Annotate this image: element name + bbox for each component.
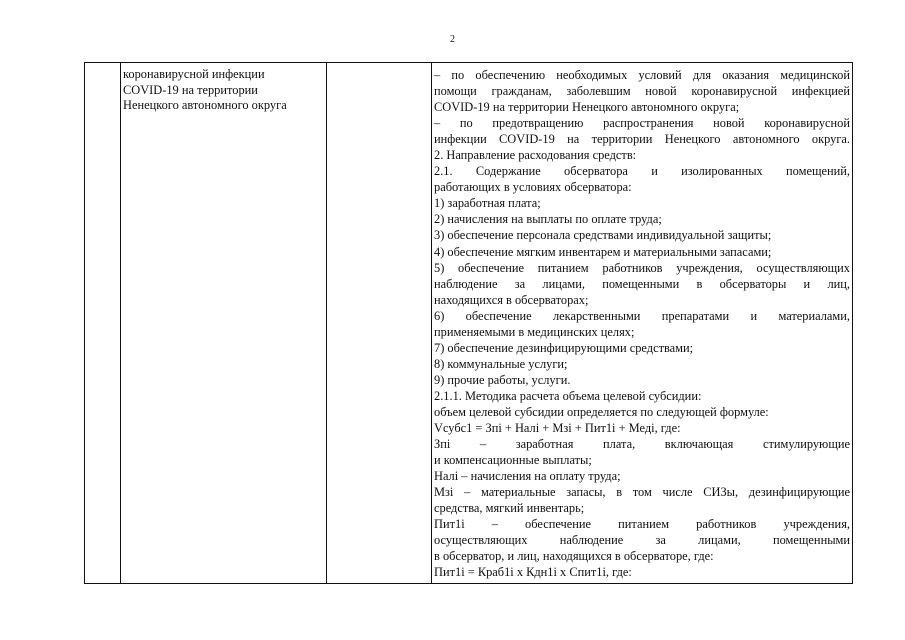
content-line: – по обеспечению необходимых условий для оказания медицинской (434, 68, 850, 82)
content-line: 2.1.1. Методика расчета объема целевой субсидии: (434, 388, 702, 403)
content-line: COVID-19 на территории Ненецкого автономного округа; (434, 100, 740, 115)
content-line: Пит1i = Краб1i х Кдн1i х Спит1i, где: (434, 565, 632, 580)
content-line: 2) начисления на выплаты по оплате труда; (434, 212, 662, 227)
content-line: 4) обеспечение мягким инвентарем и материальными запасами; (434, 244, 772, 259)
subject-line: COVID-19 на территории (123, 82, 258, 97)
content-line: в обсерватор, и лиц, находящихся в обсерваторе, где: (434, 549, 714, 564)
content-line: – по предотвращению распространения новой коронавирусной (434, 116, 850, 131)
column-divider (431, 63, 432, 583)
content-line: работающих в условиях обсерватора: (434, 180, 632, 195)
content-line: и компенсационные выплаты; (434, 453, 592, 468)
content-line: применяемыми в медицинских целях; (434, 324, 635, 339)
column-divider (326, 63, 327, 583)
content-line: 3) обеспечение персонала средствами индивидуальной защиты; (434, 228, 772, 243)
content-line: инфекции COVID-19 на территории Ненецкого автономного округа. (434, 132, 850, 147)
content-line: 1) заработная плата; (434, 196, 541, 211)
content-line: 7) обеспечение дезинфицирующими средствами; (434, 340, 694, 355)
content-line: осуществляющих наблюдение за лицами, помещенными (434, 533, 850, 548)
content-line: помощи гражданам, заболевшим новой коронавирусной инфекцией (434, 84, 850, 99)
content-line: 9) прочие работы, услуги. (434, 372, 571, 387)
content-line: 8) коммунальные услуги; (434, 356, 568, 371)
content-line: средства, мягкий инвентарь; (434, 501, 585, 516)
content-line: 2.1. Содержание обсерватора и изолированных помещений, (434, 164, 850, 179)
content-line: Пит1i – обеспечение питанием работников учреждения, (434, 517, 850, 532)
column-divider (120, 63, 121, 583)
subject-cell (123, 67, 323, 114)
content-line: наблюдение за лицами, помещенными в обсерваторы и лиц, (434, 276, 850, 291)
subject-line: коронавирусной инфекции (123, 67, 265, 81)
content-line: объем целевой субсидии определяется по следующей формуле: (434, 404, 769, 419)
content-line: Мзi – материальные запасы, в том числе СИЗы, дезинфицирующие (434, 485, 850, 500)
content-line: Зпi – заработная плата, включающая стимулирующие (434, 437, 850, 452)
content-line: 5) обеспечение питанием работников учреждения, осуществляющих (434, 260, 850, 275)
content-line: Vсубс1 = Зпi + Налi + Мзi + Пит1i + Медi, где: (434, 421, 681, 436)
content-line: находящихся в обсерваторах; (434, 292, 589, 307)
subject-line: Ненецкого автономного округа (123, 98, 287, 113)
page-number: 2 (450, 34, 455, 45)
content-line: 6) обеспечение лекарственными препаратами и материалами, (434, 308, 850, 323)
content-line: 2. Направление расходования средств: (434, 148, 637, 163)
content-cell (434, 67, 850, 581)
content-line: Налi – начисления на оплату труда; (434, 469, 621, 484)
document-table (84, 62, 853, 584)
